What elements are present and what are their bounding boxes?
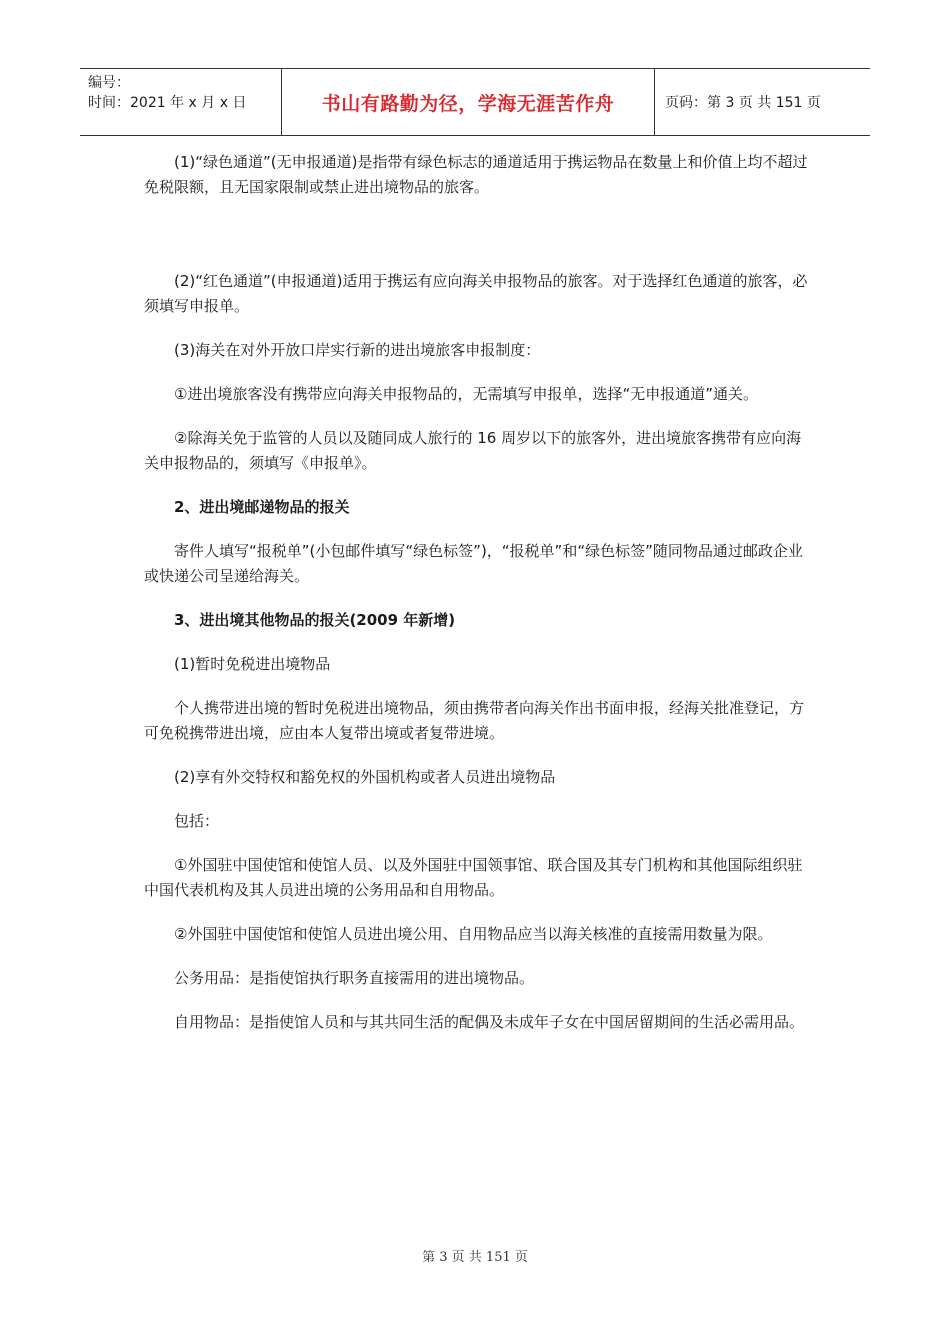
- header-motto: 书山有路勤为径，学海无涯苦作舟: [282, 69, 655, 135]
- paragraph-red-channel: (2)“红色通道”(申报通道)适用于携运有应向海关申报物品的旅客。对于选择红色通道的旅客，必须填写申报单。: [144, 272, 808, 315]
- page-header: [80, 68, 870, 136]
- paragraph-embassy-items: ①外国驻中国使馆和使馆人员、以及外国驻中国领事馆、联合国及其专门机构和其他国际组织驻中国代表机构及其人员进出境的公务用品和自用物品。: [144, 856, 803, 899]
- document-date: 时间：2021 年 x 月 x 日: [88, 95, 247, 111]
- paragraph-declaration-system: (3)海关在对外开放口岸实行新的进出境旅客申报制度：: [174, 341, 541, 359]
- page-footer: 第 3 页 共 151 页: [422, 1250, 528, 1265]
- section-heading-other-items: 3、进出境其他物品的报关(2009 年新增): [174, 611, 456, 629]
- paragraph-personal-items-definition: 自用物品：是指使馆人员和与其共同生活的配偶及未成年子女在中国居留期间的生活必需用品。: [174, 1013, 805, 1031]
- paragraph-green-channel: (1)“绿色通道”(无申报通道)是指带有绿色标志的通道适用于携运物品在数量上和价值上均不超过免税限额，且无国家限制或禁止进出境物品的旅客。: [144, 153, 808, 196]
- document-number-label: 编号：: [88, 75, 130, 91]
- document-body: [144, 150, 814, 1035]
- section-heading-postal: 2、进出境邮递物品的报关: [174, 498, 350, 516]
- paragraph-postal-declaration: 寄件人填写“报税单”(小包邮件填写“绿色标签”)，“报税单”和“绿色标签”随同物品通过邮政企业或快递公司呈递给海关。: [144, 542, 803, 585]
- paragraph-embassy-quantity-limit: ②外国驻中国使馆和使馆人员进出境公用、自用物品应当以海关核准的直接需用数量为限。: [174, 925, 773, 943]
- paragraph-must-declare: ②除海关免于监管的人员以及随同成人旅行的 16 周岁以下的旅客外，进出境旅客携带有应向海关申报物品的，须填写《申报单》。: [144, 429, 802, 472]
- paragraph-temporary-duty-free: (1)暂时免税进出境物品: [174, 655, 331, 673]
- paragraph-temporary-duty-free-detail: 个人携带进出境的暂时免税进出境物品，须由携带者向海关作出书面申报，经海关批准登记，方可免税携带进出境，应由本人复带出境或者复带进境。: [144, 699, 805, 742]
- paragraph-includes: 包括：: [174, 812, 220, 830]
- paragraph-no-declaration: ①进出境旅客没有携带应向海关申报物品的，无需填写申报单，选择“无申报通道”通关。: [174, 385, 758, 403]
- paragraph-official-items-definition: 公务用品：是指使馆执行职务直接需用的进出境物品。: [174, 969, 535, 987]
- header-meta: [80, 69, 282, 135]
- paragraph-diplomatic-items: (2)享有外交特权和豁免权的外国机构或者人员进出境物品: [174, 768, 556, 786]
- header-page-info: 页码：第 3 页 共 151 页: [665, 95, 821, 111]
